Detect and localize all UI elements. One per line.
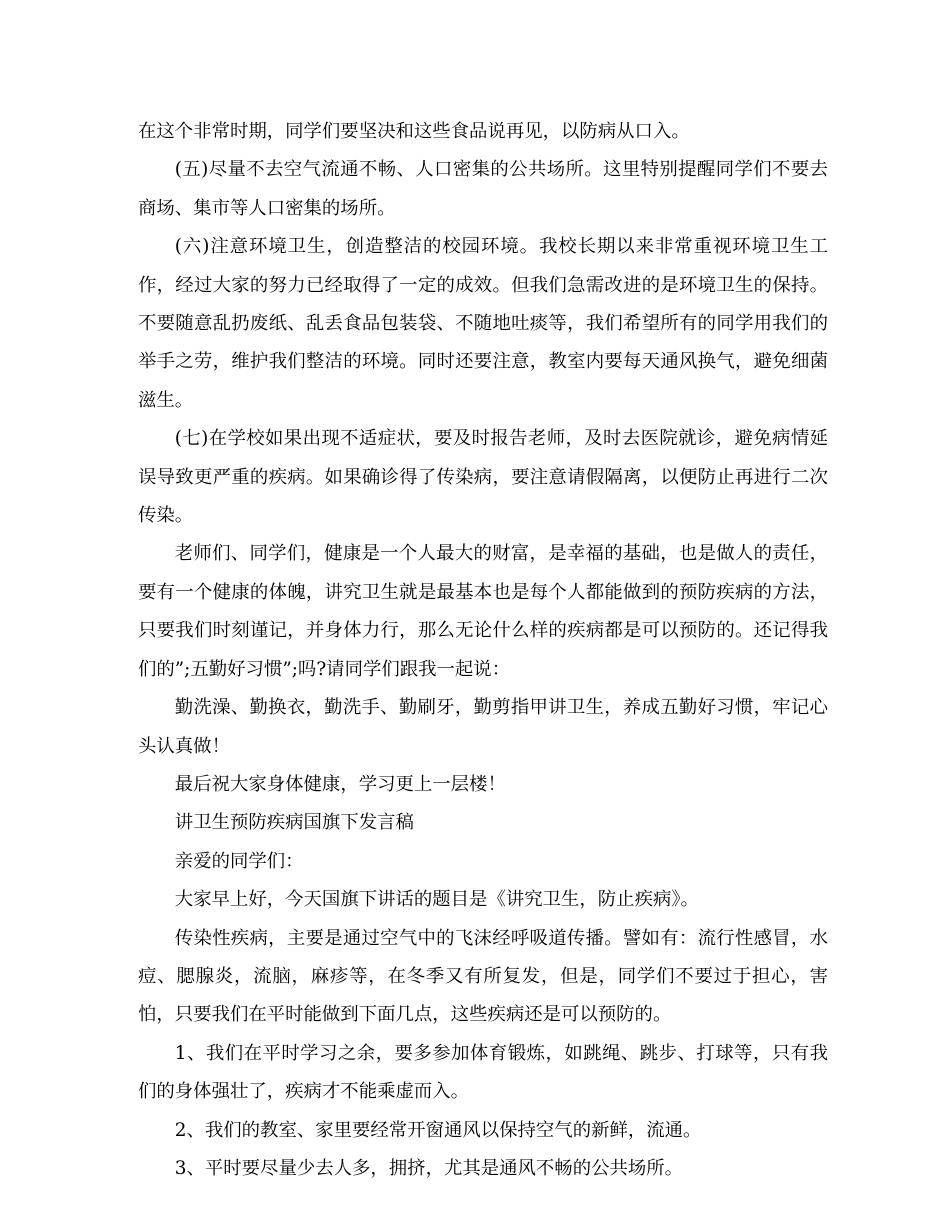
list-item-3: 3、平时要尽量少去人多，拥挤，尤其是通风不畅的公共场所。 bbox=[174, 1157, 684, 1179]
paragraph-11: 传染性疾病，主要是通过空气中的飞沫经呼吸道传播。譬如有：流行性感冒，水痘、腮腺炎，流脑，麻疹等，在冬季又有所复发，但是，同学们不要过于担心，害怕，只要我们在平时能做到下面几点，这些疾病还是可以预防的。 bbox=[138, 927, 828, 1026]
paragraph-6: 勤洗澡、勤换衣，勤洗手、勤刷牙，勤剪指甲讲卫生，养成五勤好习惯，牢记心头认真做！ bbox=[138, 697, 828, 757]
salutation: 亲爱的同学们： bbox=[174, 850, 304, 872]
paragraph-5: 老师们、同学们，健康是一个人最大的财富，是幸福的基础，也是做人的责任，要有一个健康的体魄，讲究卫生就是最基本也是每个人都能做到的预防疾病的方法，只要我们时刻谨记，并身体力行，那么无论什么样的疾病都是可以预防的。还记得我们的”;五勤好习惯”;吗?请同学们跟我一起说： bbox=[138, 543, 828, 680]
section-title: 讲卫生预防疾病国旗下发言稿 bbox=[174, 812, 414, 834]
paragraph-2: (五)尽量不去空气流通不畅、人口密集的公共场所。这里特别提醒同学们不要去商场、集市等人口密集的场所。 bbox=[138, 159, 828, 219]
paragraph-4: (七)在学校如果出现不适症状，要及时报告老师，及时去医院就诊，避免病情延误导致更严重的疾病。如果确诊得了传染病，要注意请假隔离，以便防止再进行二次传染。 bbox=[138, 428, 828, 527]
list-item-1: 1、我们在平时学习之余，要多参加体育锻炼，如跳绳、跳步、打球等，只有我们的身体强壮了，疾病才不能乘虚而入。 bbox=[138, 1042, 828, 1103]
paragraph-7: 最后祝大家身体健康，学习更上一层楼！ bbox=[174, 773, 506, 795]
document-body bbox=[138, 113, 828, 1188]
paragraph-3: (六)注意环境卫生，创造整洁的校园环境。我校长期以来非常重视环境卫生工作，经过大家的努力已经取得了一定的成效。但我们急需改进的是环境卫生的保持。不要随意乱扔废纸、乱丢食品包装袋、不随地吐痰等，我们希望所有的同学用我们的举手之劳，维护我们整洁的环境。同时还要注意，教室内要每天通风换气，避免细菌滋生。 bbox=[138, 236, 828, 411]
list-item-2: 2、我们的教室、家里要经常开窗通风以保持空气的新鲜，流通。 bbox=[174, 1119, 702, 1141]
paragraph-1: 在这个非常时期，同学们要坚决和这些食品说再见，以防病从口入。 bbox=[138, 121, 690, 142]
paragraph-10: 大家早上好，今天国旗下讲话的题目是《讲究卫生，防止疾病》。 bbox=[174, 889, 699, 911]
